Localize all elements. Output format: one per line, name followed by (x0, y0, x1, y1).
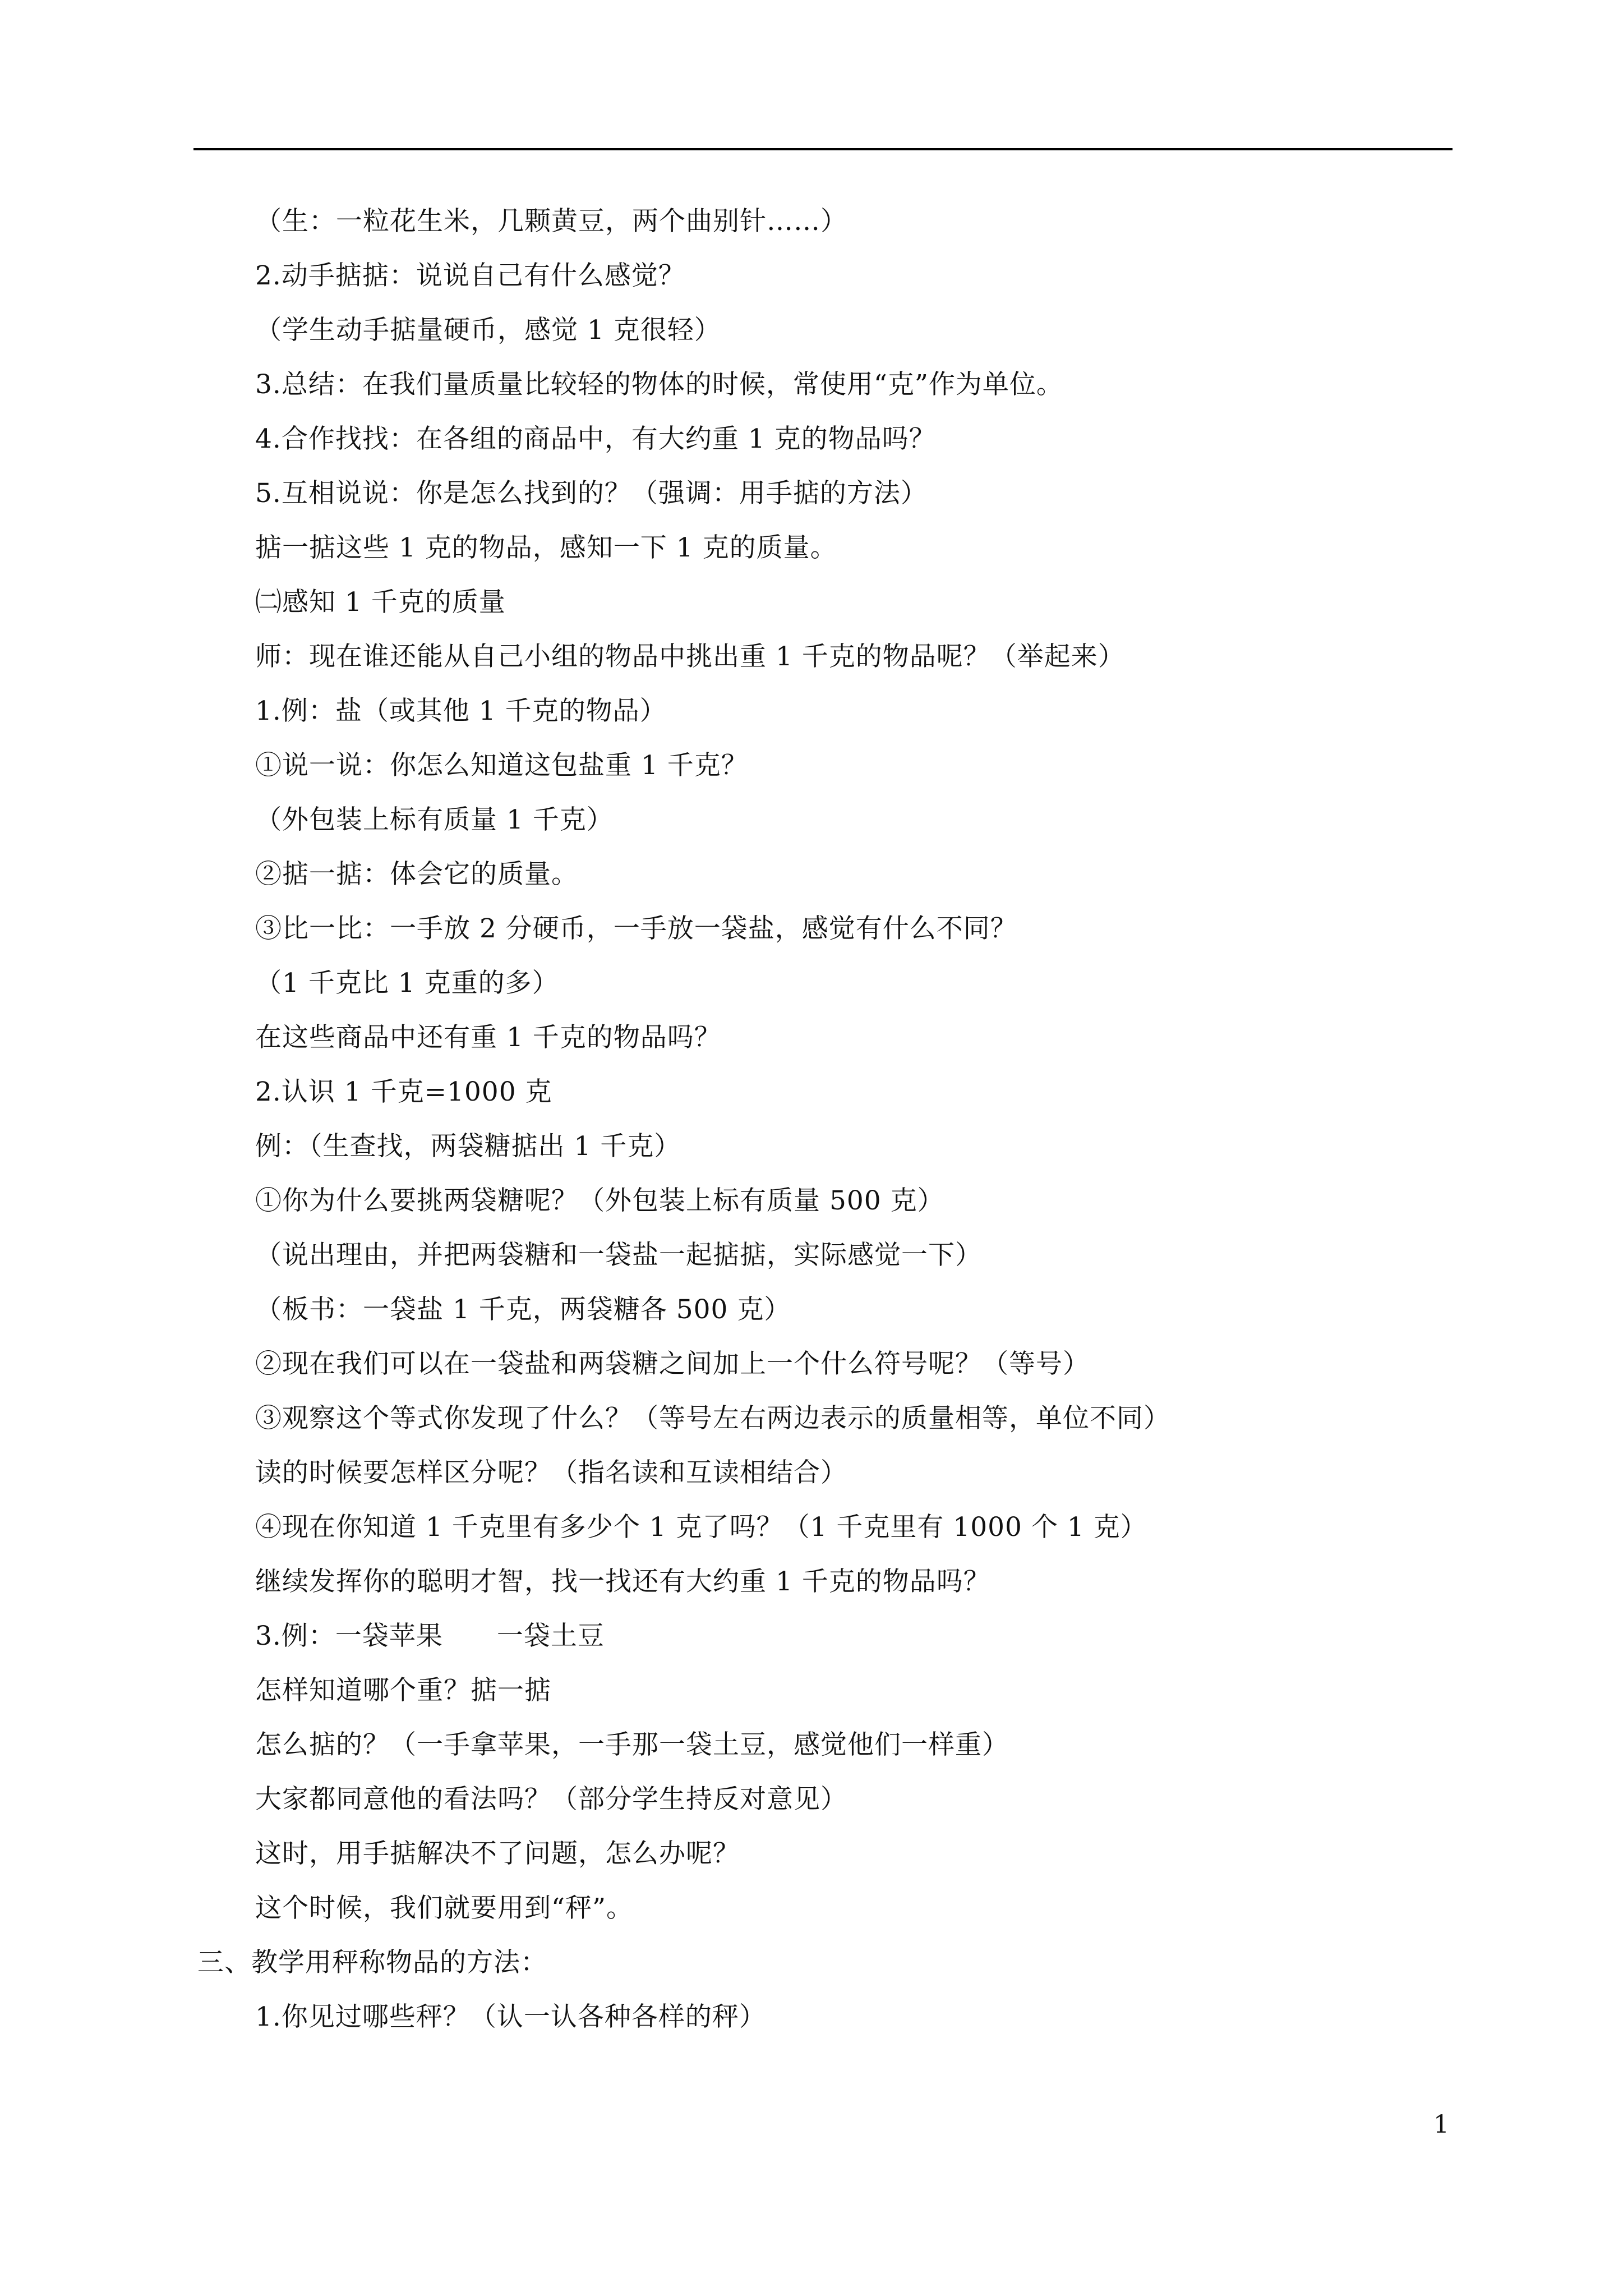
text-line: 怎么掂的？（一手拿苹果，一手那一袋土豆，感觉他们一样重） (255, 1729, 1009, 1760)
text-line: 2.动手掂掂：说说自己有什么感觉？ (255, 260, 685, 291)
text-line: 4.合作找找：在各组的商品中，有大约重 1 克的物品吗？ (255, 424, 936, 454)
text-line: 2.认识 1 千克=1000 克 (255, 1076, 552, 1107)
text-line: （学生动手掂量硬币，感觉 1 克很轻） (255, 315, 721, 346)
text-line: ③观察这个等式你发现了什么？（等号左右两边表示的质量相等，单位不同） (255, 1403, 1170, 1434)
text-line: 例：（生查找，两袋糖掂出 1 千克） (255, 1131, 681, 1162)
section-heading: ㈡感知 1 千克的质量 (255, 587, 506, 618)
page-number: 1 (1433, 2110, 1449, 2139)
text-line: 3.例：一袋苹果 一袋土豆 (255, 1621, 605, 1651)
text-line: 这时，用手掂解决不了问题，怎么办呢？ (255, 1838, 740, 1869)
text-line: 师：现在谁还能从自己小组的物品中挑出重 1 千克的物品呢？（举起来） (255, 641, 1125, 672)
text-line: （1 千克比 1 克重的多） (255, 968, 559, 999)
text-line: ②现在我们可以在一袋盐和两袋糖之间加上一个什么符号呢？（等号） (255, 1349, 1090, 1379)
text-line: 这个时候，我们就要用到“秤”。 (255, 1893, 634, 1924)
text-line: ④现在你知道 1 千克里有多少个 1 克了吗？（1 千克里有 1000 个 1 克） (255, 1512, 1147, 1543)
section-heading: 三、教学用秤称物品的方法： (197, 1947, 547, 1978)
header-rule (193, 148, 1453, 150)
text-line: ①说一说：你怎么知道这包盐重 1 千克？ (255, 750, 748, 781)
text-line: 5.互相说说：你是怎么找到的？（强调：用手掂的方法） (255, 478, 928, 509)
text-line: 读的时候要怎样区分呢？（指名读和互读相结合） (255, 1457, 847, 1488)
text-line: 大家都同意他的看法吗？（部分学生持反对意见） (255, 1784, 847, 1815)
text-line: ①你为什么要挑两袋糖呢？（外包装上标有质量 500 克） (255, 1185, 944, 1216)
text-line: 1.你见过哪些秤？（认一认各种各样的秤） (255, 2001, 766, 2032)
text-line: （生：一粒花生米，几颗黄豆，两个曲别针……） (255, 206, 847, 237)
text-line: 1.例：盐（或其他 1 千克的物品） (255, 696, 667, 726)
text-line: 在这些商品中还有重 1 千克的物品吗？ (255, 1022, 721, 1053)
text-line: （板书：一袋盐 1 千克，两袋糖各 500 克） (255, 1294, 791, 1325)
text-line: （说出理由，并把两袋糖和一袋盐一起掂掂，实际感觉一下） (255, 1240, 982, 1271)
text-line: ③比一比：一手放 2 分硬币，一手放一袋盐，感觉有什么不同？ (255, 913, 1017, 944)
text-line: 继续发挥你的聪明才智，找一找还有大约重 1 千克的物品吗？ (255, 1566, 990, 1597)
text-line: 掂一掂这些 1 克的物品，感知一下 1 克的质量。 (255, 532, 837, 563)
text-line: 怎样知道哪个重？掂一掂 (255, 1675, 551, 1706)
text-line: 3.总结：在我们量质量比较轻的物体的时候，常使用“克”作为单位。 (255, 369, 1063, 400)
text-line: （外包装上标有质量 1 千克） (255, 804, 614, 835)
text-line: ②掂一掂：体会它的质量。 (255, 859, 578, 890)
